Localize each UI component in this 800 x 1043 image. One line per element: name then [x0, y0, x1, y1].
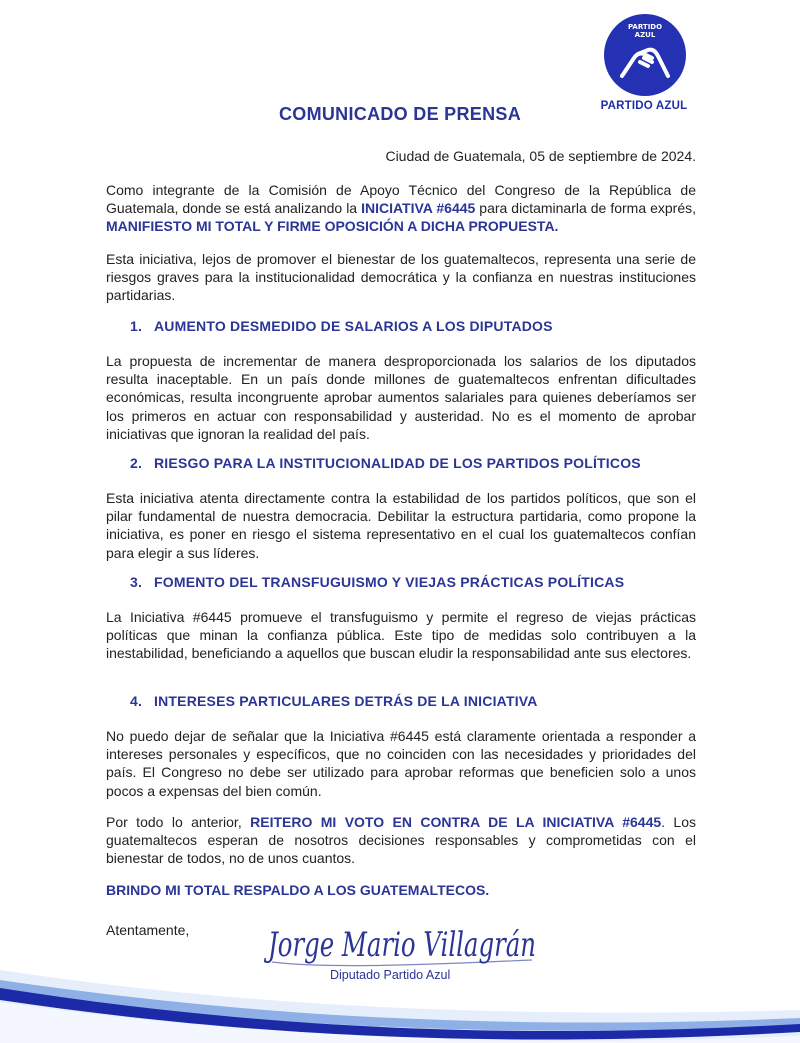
- section-4-title: INTERESES PARTICULARES DETRÁS DE LA INICIATIVA: [154, 693, 538, 709]
- conclusion-text-1: Por todo lo anterior,: [106, 814, 251, 830]
- party-logo: [596, 14, 692, 118]
- section-4-body: No puedo dejar de señalar que la Iniciativa #6445 está claramente orientada a responder a intereses personales y específicos, que no coinciden con las necesidades y prioridades del país. El Congreso no debe ser utilizado para aprobar reformas que beneficien solo a unos pocos a expensas del bien común.: [106, 728, 696, 799]
- paragraph-risks: Esta iniciativa, lejos de promover el bienestar de los guatemaltecos, representa una serie de riesgos graves para la institucionalidad democrática y la confianza en nuestras instituciones partidarias.: [106, 251, 696, 304]
- logo-brand-text: PARTIDO AZUL: [600, 100, 688, 112]
- intro-text-1: Como integrante de la Comisión de Apoyo Técnico del Congreso de la República de Guatemala, donde se está analizando la: [106, 182, 696, 217]
- logo-top-text: PARTIDO: [627, 23, 663, 31]
- section-1-heading: [130, 318, 553, 334]
- section-3-body: La Iniciativa #6445 promueve el transfuguismo y permite el regreso de viejas prácticas políticas que minan la confianza pública. Este tipo de medidas solo contribuyen a la inestabilidad, beneficiando a aquellos que buscan eludir la responsabilidad ante sus electores.: [106, 609, 696, 662]
- intro-highlight-initiative: INICIATIVA #6445: [361, 200, 476, 217]
- farewell: Atentamente,: [106, 922, 190, 938]
- logo-mid-text: AZUL: [634, 31, 656, 39]
- section-2-number: 2.: [130, 455, 143, 471]
- conclusion-paragraph: [106, 813, 696, 868]
- page-title: COMUNICADO DE PRENSA: [278, 104, 521, 124]
- section-1-number: 1.: [130, 318, 143, 334]
- section-1-title: AUMENTO DESMEDIDO DE SALARIOS A LOS DIPUTADOS: [154, 318, 553, 334]
- intro-highlight-opposition: MANIFIESTO MI TOTAL Y FIRME OPOSICIÓN A DICHA PROPUESTA.: [106, 218, 559, 235]
- conclusion-text-2: . Los guatemaltecos esperan de nosotros decisiones responsables y comprometidas con el bienestar de todos, no de unos cuantos.: [106, 814, 697, 867]
- intro-text-2: para dictaminarla de forma exprés,: [475, 200, 697, 217]
- conclusion-highlight: REITERO MI VOTO EN CONTRA DE LA INICIATIVA #6445: [250, 814, 662, 830]
- section-3-heading: [130, 574, 624, 590]
- section-3-title: FOMENTO DEL TRANSFUGUISMO Y VIEJAS PRÁCTICAS POLÍTICAS: [154, 574, 625, 590]
- section-1-body: La propuesta de incrementar de manera desproporcionada los salarios de los diputados resulta inaceptable. En un país donde millones de guatemaltecos enfrentan dificultades económicas, resulta incongruente aprobar aumentos salariales para quienes deberíamos ser los primeros en actuar con responsabilidad y austeridad. No es el momento de aprobar iniciativas que ignoran la realidad del país.: [106, 353, 696, 442]
- document-date: Ciudad de Guatemala, 05 de septiembre de 2024.: [385, 148, 696, 164]
- closing-statement: BRINDO MI TOTAL RESPALDO A LOS GUATEMALTECOS.: [106, 882, 490, 898]
- section-4-number: 4.: [130, 693, 143, 709]
- section-3-number: 3.: [130, 574, 143, 590]
- section-4-heading: [130, 693, 538, 709]
- signer-title: Diputado Partido Azul: [330, 968, 451, 982]
- section-2-body: Esta iniciativa atenta directamente contra la estabilidad de los partidos políticos, que son el pilar fundamental de nuestra democracia. Debilitar la estructura partidaria, como propone la iniciativa, es poner en riesgo el sistema representativo en el cual los guatemaltecos confían para elegir a sus líderes.: [106, 490, 696, 561]
- signature-name: Jorge Mario Villagrán: [263, 925, 536, 965]
- intro-paragraph: [106, 181, 696, 236]
- handshake-icon: [604, 14, 686, 96]
- section-2-heading: [130, 455, 641, 471]
- section-2-title: RIESGO PARA LA INSTITUCIONALIDAD DE LOS PARTIDOS POLÍTICOS: [154, 455, 641, 471]
